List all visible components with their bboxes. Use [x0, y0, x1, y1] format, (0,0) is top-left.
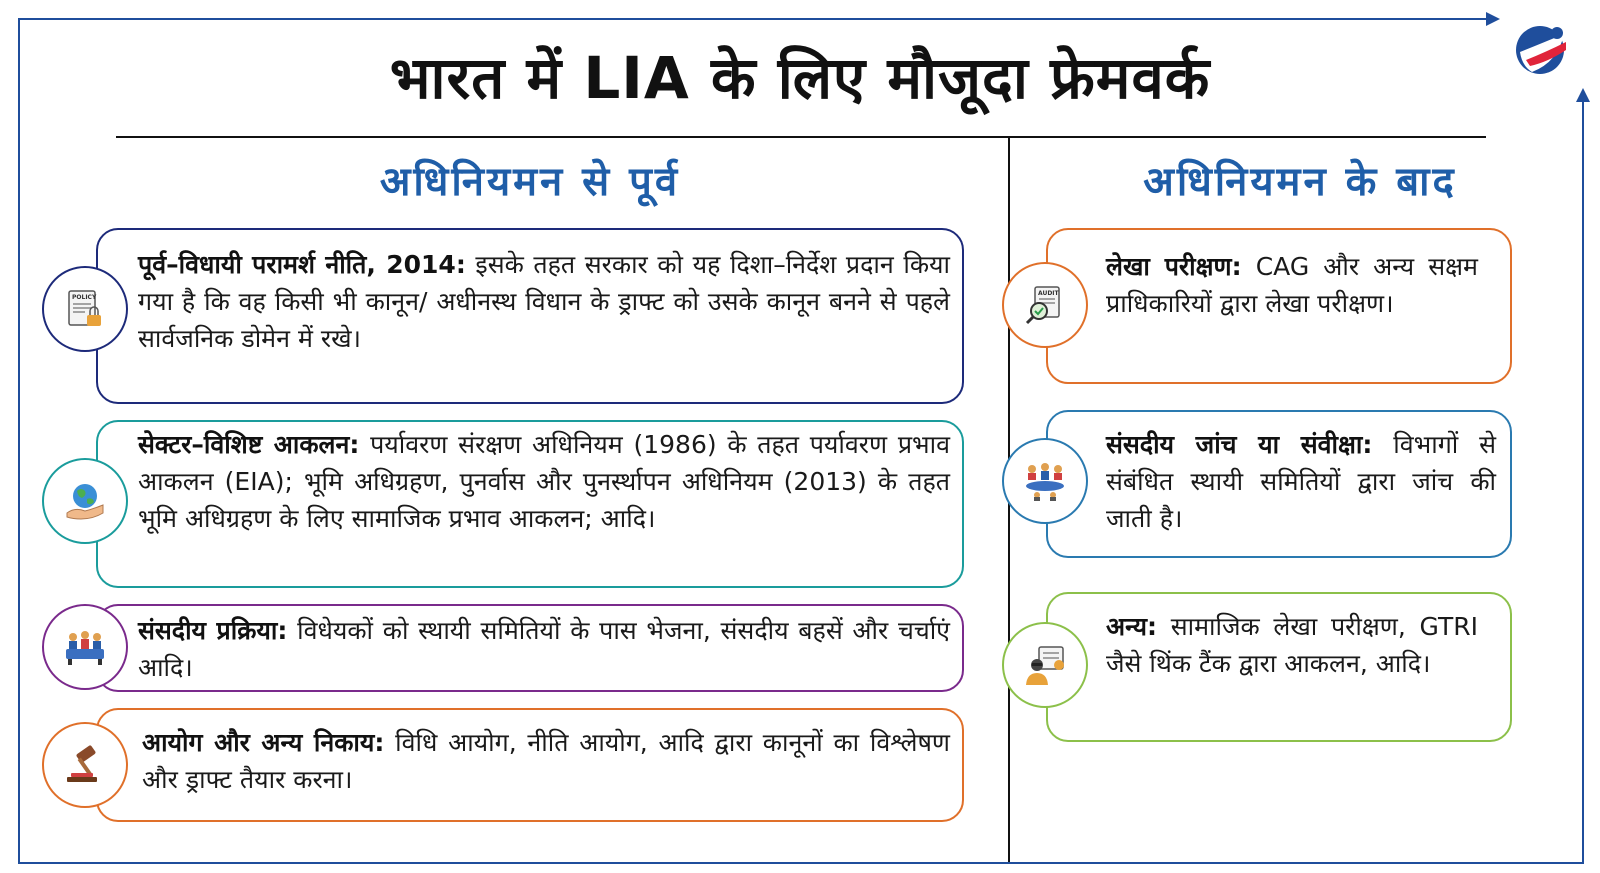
- card-term: संसदीय प्रक्रिया:: [138, 616, 288, 645]
- icon-circle: [42, 722, 128, 808]
- icon-label: POLICY: [72, 294, 97, 301]
- pre-enactment-heading: अधिनियमन से पूर्व: [379, 159, 681, 205]
- card-description: विधि आयोग, नीति आयोग, आदि द्वारा कानूनों का विश्लेषण और ड्राफ्ट तैयार करना।: [142, 728, 951, 794]
- card-text: [138, 612, 950, 686]
- post-enactment-heading: अधिनियमन के बाद: [1143, 159, 1457, 205]
- brand-logo-icon: [1512, 22, 1568, 78]
- card-description: पर्यावरण संरक्षण अधिनियम (1986) के तहत पर्यावरण प्रभाव आकलन (EIA); भूमि अधिग्रहण, पुनर्वास और पुनर्स्थापन अधिनियम (2013) के तहत भूमि अधिग्रहण के लिए सामाजिक प्रभाव आकलन; आदि।: [138, 430, 950, 533]
- icon-circle: [1002, 262, 1088, 348]
- card-text: [1106, 248, 1478, 322]
- audit-magnifier-icon: [1023, 283, 1067, 327]
- committee-meeting-icon: [1023, 459, 1067, 503]
- arrow-up-icon: [1576, 88, 1590, 102]
- policy-document-lock-icon: [63, 287, 107, 331]
- frame-right-line: [1582, 98, 1584, 864]
- card-text: [1106, 608, 1478, 682]
- icon-circle: [42, 266, 128, 352]
- card-term: लेखा परीक्षण:: [1106, 252, 1242, 281]
- icon-circle: [42, 458, 128, 544]
- arrow-right-icon: [1486, 12, 1500, 26]
- card-term: अन्य:: [1106, 612, 1157, 641]
- analyst-report-icon: [1023, 643, 1067, 687]
- icon-circle: [1002, 438, 1088, 524]
- icon-circle: [1002, 622, 1088, 708]
- card-text: [138, 426, 950, 537]
- card-description: विधेयकों को स्थायी समितियों के पास भेजना, संसदीय बहसें और चर्चाएं आदि।: [138, 616, 950, 682]
- card-description: CAG और अन्य सक्षम प्राधिकारियों द्वारा लेखा परीक्षण।: [1106, 252, 1479, 318]
- card-description: सामाजिक लेखा परीक्षण, GTRI जैसे थिंक टैंक द्वारा आकलन, आदि।: [1106, 612, 1478, 678]
- card-description: इसके तहत सरकार को यह दिशा–निर्देश प्रदान किया गया है कि वह किसी भी कानून/ अधीनस्थ विधान के ड्राफ्ट को उसके कानून बनने से पहले सार्वजनिक डोमेन में रखे।: [138, 250, 950, 353]
- frame-top-line: [18, 18, 1490, 20]
- parliament-committee-icon: [63, 625, 107, 669]
- page-title: भारत में LIA के लिए मौजूदा फ्रेमवर्क: [389, 44, 1211, 112]
- card-term: सेक्टर–विशिष्ट आकलन:: [138, 430, 360, 459]
- card-text: [138, 246, 950, 357]
- globe-in-hand-icon: [63, 479, 107, 523]
- card-term: पूर्व–विधायी परामर्श नीति, 2014:: [138, 250, 466, 279]
- card-text: [1106, 426, 1496, 537]
- icon-circle: [42, 604, 128, 690]
- card-description: विभागों से संबंधित स्थायी समितियों द्वारा जांच की जाती है।: [1106, 430, 1497, 533]
- card-term: आयोग और अन्य निकाय:: [142, 728, 385, 757]
- title-divider: [116, 136, 1486, 138]
- card-term: संसदीय जांच या संवीक्षा:: [1106, 430, 1373, 459]
- icon-label: AUDIT: [1038, 290, 1059, 297]
- frame-left-line: [18, 18, 20, 864]
- frame-bottom-line: [18, 862, 1584, 864]
- card-text: [142, 724, 950, 798]
- gavel-icon: [63, 743, 107, 787]
